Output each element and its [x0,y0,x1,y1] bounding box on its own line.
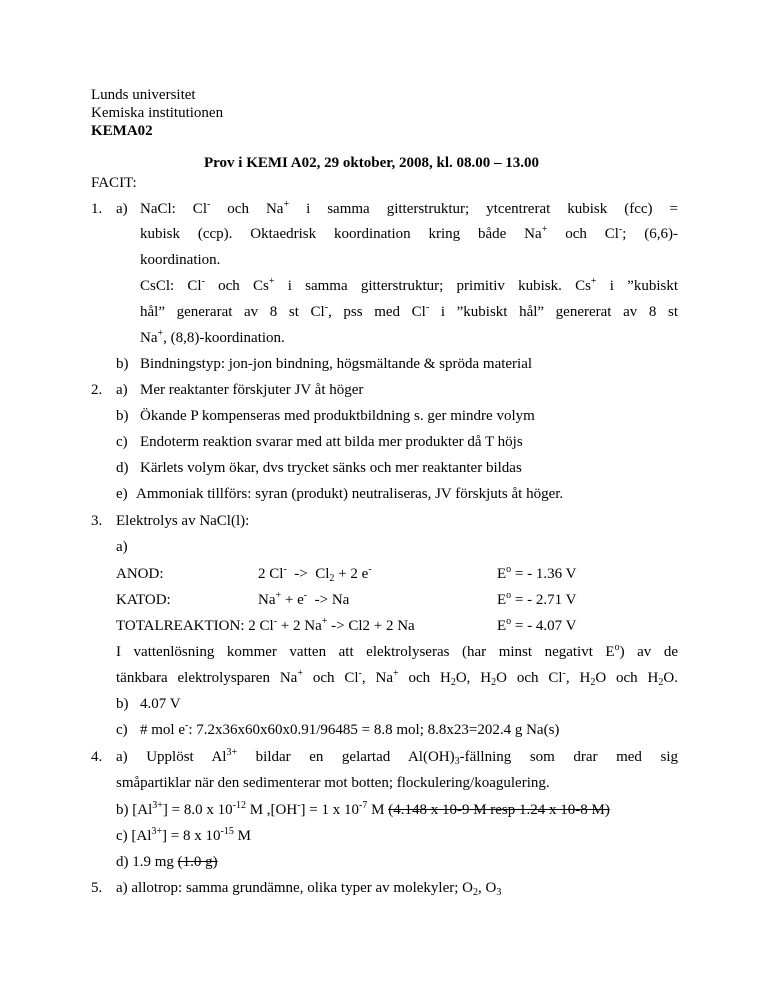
q4-b-text: b) $[Al^{3+}] = 8.0$ x $10^{-12}$ M ,[OH-] = 1 x $10^{-7}$ M (4.148 x 10-9 M resp 1.24 x 10-8 M) [116,800,610,818]
q4-a-line-2: småpartiklar när den sedimenterar mot botten; flockulering/koagulering. [116,775,550,791]
q1-a-line-3: koordination. [140,252,221,268]
q1-a-line-6: Na+, (8,8)-koordination. [140,328,285,346]
q2-b-text: Ökande P kompenseras med produktbildning s. ger mindre volym [140,408,535,424]
q4-b-struck-text: (4.148 x 10-9 M resp 1.24 x 10-8 M) [388,802,610,818]
q3-a-label: a) [116,539,128,555]
exam-title: Prov i KEMI A02, 29 oktober, 2008, kl. 08.00 – 13.00 [204,155,540,171]
q1-a-line-4: CsCl: Cl- och Cs+ i samma gitterstruktur; primitiv kubisk. Cs+ i ”kubiskt [140,276,679,294]
q3-c-label: c) [116,722,128,738]
q1-b-text: Bindningstyp: jon-jon bindning, högsmältande & spröda material [140,356,533,372]
anod-reaction: 2 $Cl^- -> Cl_2 + 2$ e- [258,564,372,584]
q5-number: 5. [91,880,103,896]
q1-a-line-5: hål” generarat av 8 st Cl-, pss med Cl- i ”kubiskt hål” genererat av 8 st [140,302,678,320]
q2-d-text: Kärlets volym ökar, dvs trycket sänks och mer reaktanter bildas [140,460,522,476]
q2-d-label: d) [116,460,129,476]
q3-para-line-2: tänkbara elektrolysparen Na+ och Cl-, Na+ och $H_2O$, $H_2O$ och Cl-, $H_2O$ och $H_2O$. [116,668,678,688]
q1-number: 1. [91,201,103,217]
q1-a-line-1: NaCl: Cl- och Na+ i samma gitterstruktur; ytcentrerat kubisk (fcc) = [140,199,678,217]
katod-potential: $E^o$ = - 2.71 V [497,590,577,608]
q3-b-text: 4.07 V [140,696,181,712]
katod-reaction: Na+ + e- -> Na [258,590,350,608]
q1-b-label: b) [116,356,129,372]
q2-c-label: c) [116,434,128,450]
q4-a-line-1: a) Upplöst $Al^{3+}$ bildar en gelartad $Al(OH)_3$-fällning som drar med sig [116,747,678,767]
q3-number: 3. [91,513,103,529]
anod-potential: $E^o$ = - 1.36 V [497,564,577,582]
course-code: KEMA02 [91,123,153,139]
q2-a-text: Mer reaktanter förskjuter JV åt höger [140,382,364,398]
q2-a-label: a) [116,382,128,398]
q2-e-label: e) [116,486,128,502]
q4-number: 4. [91,749,103,765]
q3-para-line-1: I vattenlösning kommer vatten att elektrolyseras (har minst negativt $E^o$) av de [116,642,679,660]
q2-c-text: Endoterm reaktion svarar med att bilda mer produkter då T höjs [140,434,523,450]
university-name: Lunds universitet [91,87,196,103]
q3-c-text: # mol e-: 7.2x36x60x60x0.91/96485 = 8.8 mol; 8.8x23=202.4 g Na(s) [140,720,560,738]
anod-label: ANOD: [116,566,164,582]
q2-e-text: Ammoniak tillförs: syran (produkt) neutraliseras, JV förskjuts åt höger. [136,486,564,502]
q2-b-label: b) [116,408,129,424]
total-reaction: TOTALREAKTION: 2 Cl- + 2 Na+ -> Cl2 + 2 Na [116,616,415,634]
q1-a-line-2: kubisk (ccp). Oktaedrisk koordination kring både Na+ och Cl-; (6,6)- [140,224,679,242]
q1-a-label: a) [116,201,128,217]
q2-number: 2. [91,382,103,398]
q5-a-text: a) allotrop: samma grundämne, olika typer av molekyler; $O_2$, $O_3$ [116,880,502,898]
department-name: Kemiska institutionen [91,105,224,121]
katod-label: KATOD: [116,592,171,608]
q4-d-struck-text: (1.0 g) [177,854,218,870]
facit-label: FACIT: [91,175,137,191]
q4-c-text: c) $[Al^{3+}] = 8$ x $10^{-15}$ M [116,826,251,844]
total-potential: $E^o$ = - 4.07 V [497,616,577,634]
q3-b-label: b) [116,696,129,712]
q4-d-text: d) 1.9 mg (1.0 g) [116,854,218,870]
q3-heading: Elektrolys av NaCl(l): [116,513,250,529]
